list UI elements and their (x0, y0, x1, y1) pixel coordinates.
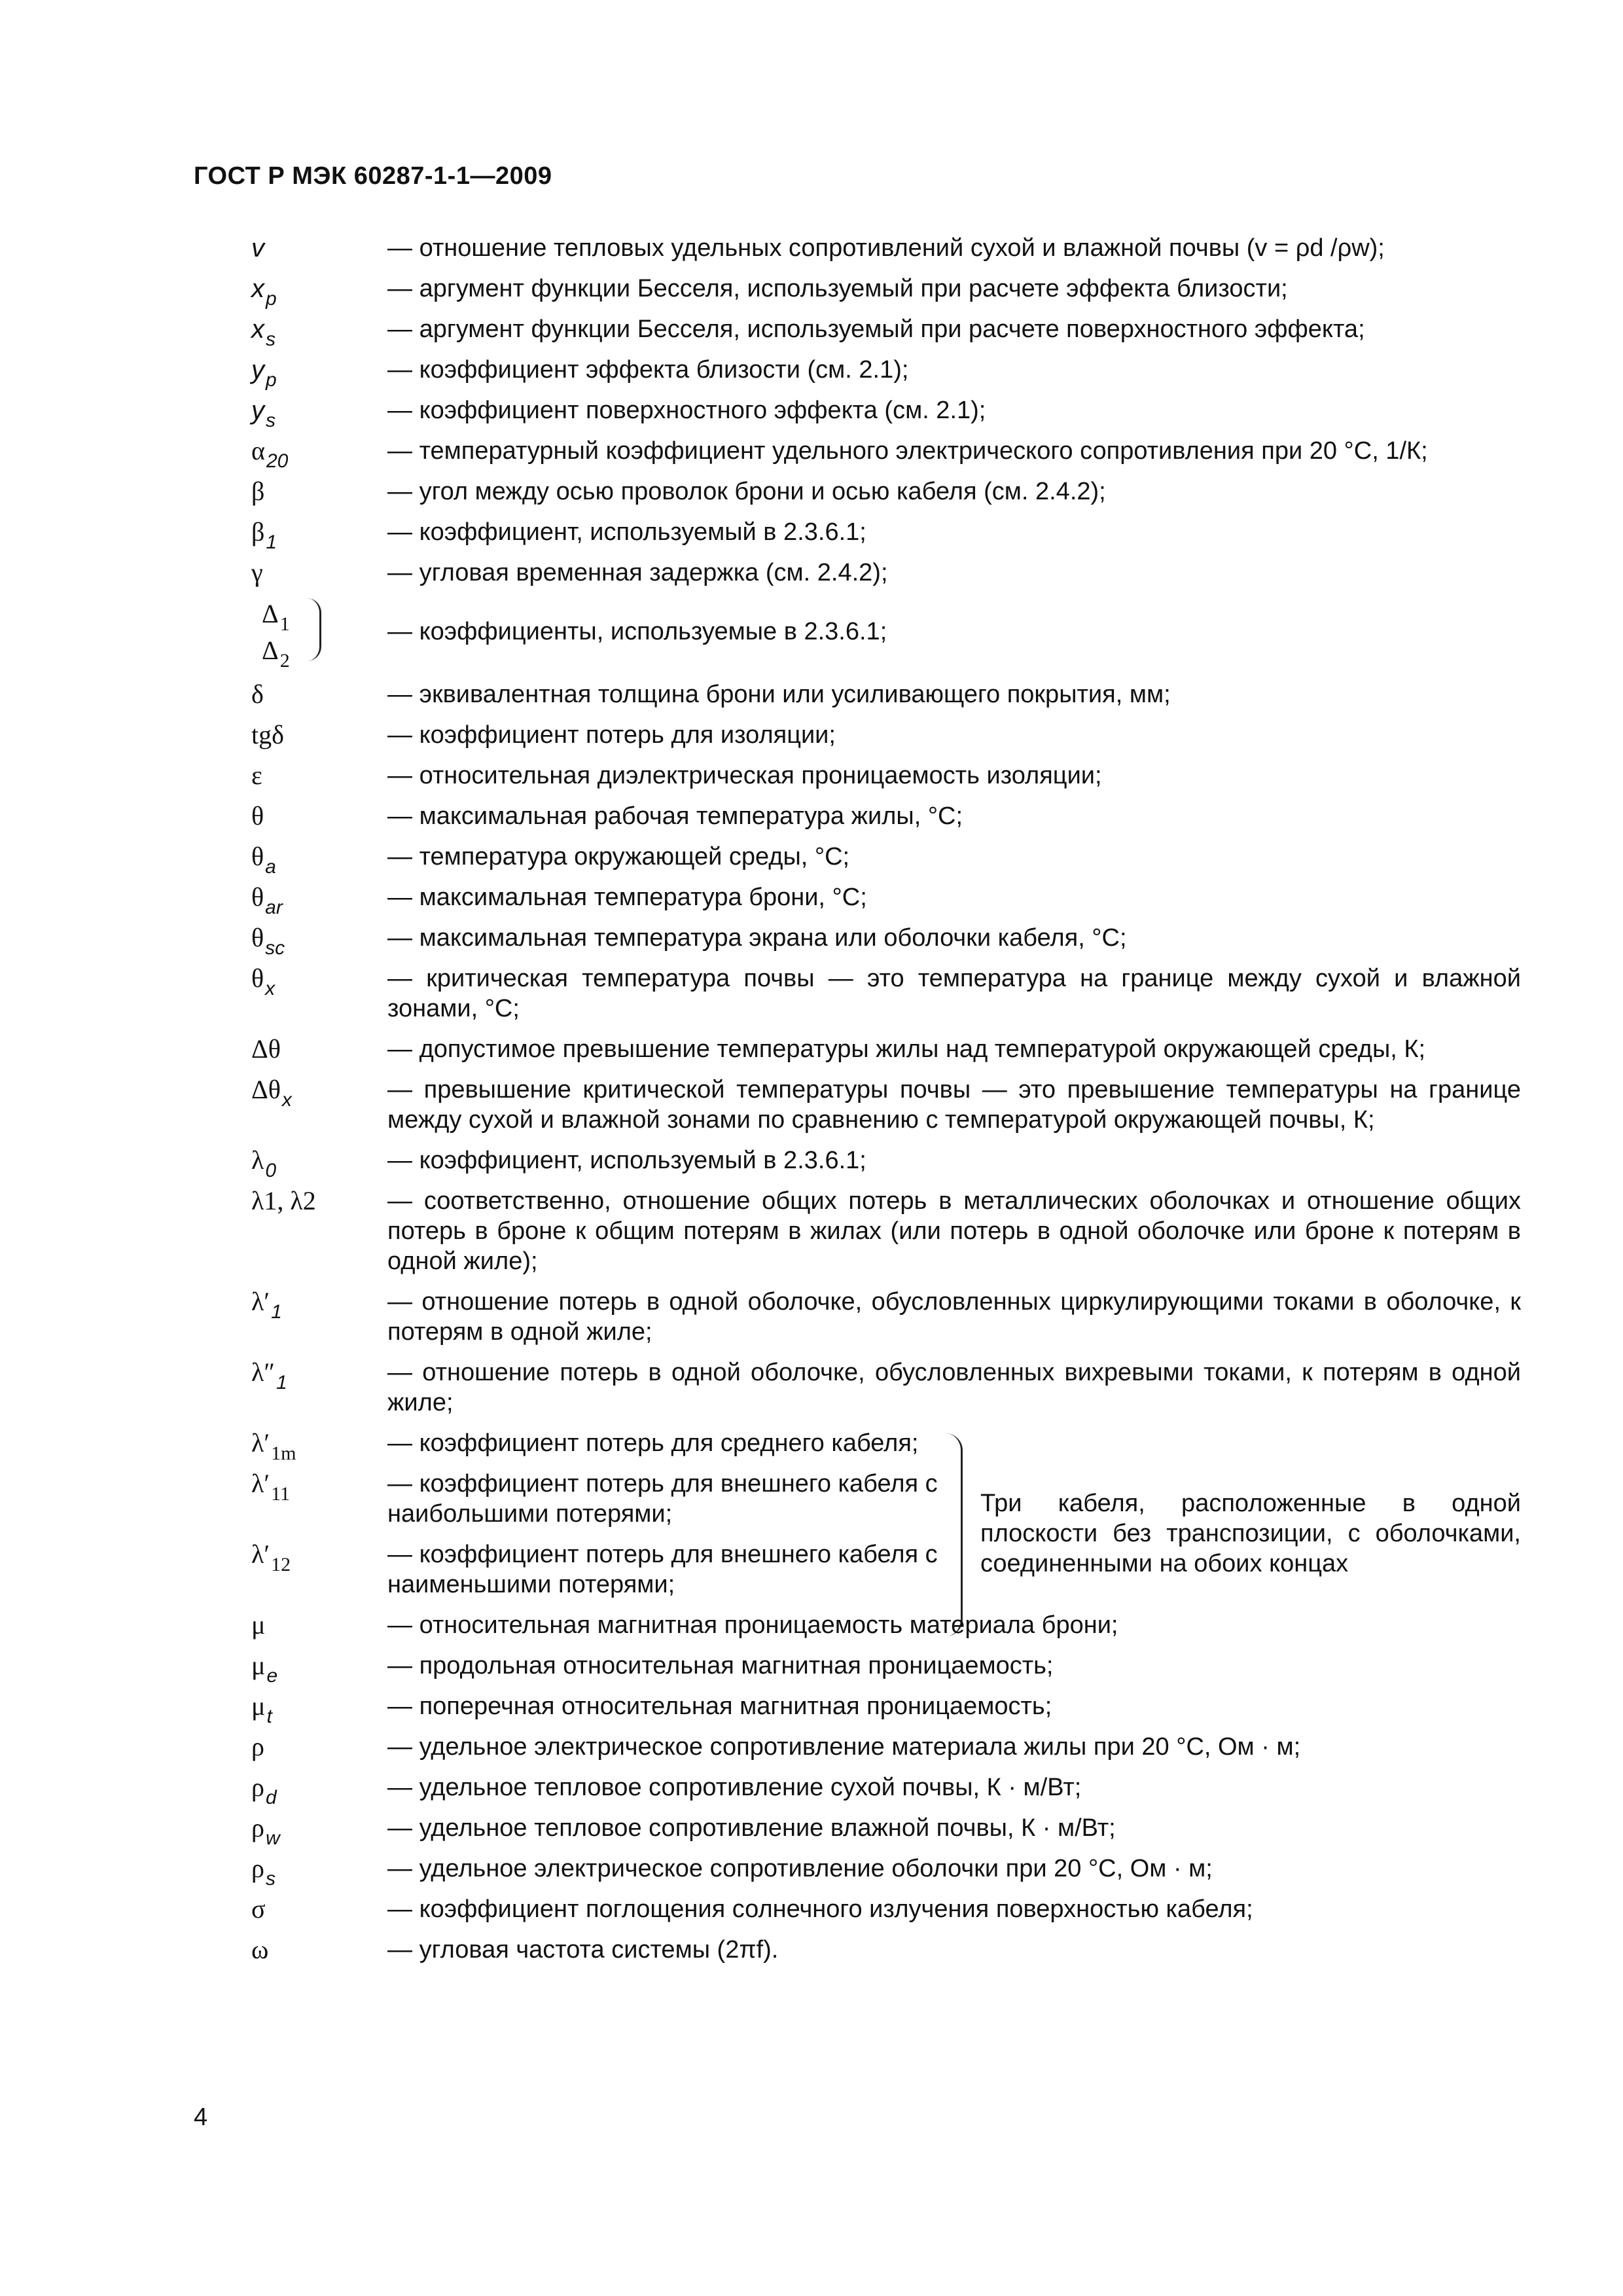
symbol-delta-2: $\Delta_2$ (262, 636, 290, 672)
definition-symbol: $\theta_a$ (251, 842, 276, 878)
page-number: 4 (194, 2104, 208, 2131)
definition-delta-pair (251, 598, 1521, 672)
right-brace-icon (942, 1433, 963, 1636)
definition-text: — максимальная температура брони, °С; (387, 882, 1521, 912)
definition-symbol: $\beta_1$ (251, 517, 277, 553)
definition-row (251, 679, 1521, 709)
definition-row (251, 476, 1521, 507)
definition-symbol: μ (251, 1610, 266, 1640)
definition-symbol: θ (251, 801, 264, 831)
definition-symbol: $\theta_{ar}$ (251, 882, 283, 918)
group-note: Три кабеля, расположенные в одной плоскости без транспозиции, с оболочками, соединенными на обоих концах (980, 1490, 1521, 1577)
definition-symbol: ω (251, 1935, 269, 1964)
three-cable-group (251, 1428, 1521, 1600)
definition-text: — относительная диэлектрическая проницаемость изоляции; (387, 761, 1521, 791)
definition-row (251, 1610, 1521, 1640)
definition-row (251, 314, 1521, 350)
definition-row (251, 1287, 1521, 1347)
definition-row (251, 1357, 1521, 1418)
definition-symbol: $\lambda'_1$ (251, 1287, 282, 1323)
definition-text: — отношение потерь в одной оболочке, обусловленных циркулирующими токами в оболочке, к потерям в одной жиле; (387, 1287, 1521, 1347)
definition-symbol: $y_s$ (251, 396, 276, 431)
definition-text: — коэффициент, используемый в 2.3.6.1; (387, 1145, 1521, 1175)
definition-row (251, 1894, 1521, 1924)
definition-row (251, 882, 1521, 918)
definition-symbol: $x_p$ (251, 274, 277, 310)
definition-row (251, 558, 1521, 588)
definition-row (251, 517, 1521, 553)
definition-text: — относительная магнитная проницаемость материала брони; (387, 1610, 1521, 1640)
definition-symbol: β (251, 476, 265, 506)
definition-text: — температурный коэффициент удельного электрического сопротивления при 20 °С, 1/К; (387, 436, 1521, 466)
definition-row (251, 1732, 1521, 1762)
definition-row (251, 395, 1521, 431)
group-definition-row (251, 1469, 1016, 1529)
definition-text: — эквивалентная толщина брони или усиливающего покрытия, мм; (387, 679, 1521, 709)
definition-text: — коэффициент потерь для внешнего кабеля с наименьшими потерями; (387, 1539, 1016, 1600)
definition-symbol: v (251, 234, 264, 262)
definition-row (251, 233, 1521, 263)
definition-row (251, 1691, 1521, 1727)
definition-row (251, 274, 1521, 310)
definition-symbol: $\rho_w$ (251, 1813, 280, 1849)
definition-text: — коэффициент поглощения солнечного излучения поверхностью кабеля; (387, 1894, 1521, 1924)
definition-text: — критическая температура почвы — это температура на границе между сухой и влажной зонами, °С; (387, 963, 1521, 1024)
definition-symbol: tgδ (251, 720, 284, 749)
definition-symbol: ε (251, 761, 262, 790)
definition-symbol: $\theta_x$ (251, 963, 276, 999)
definition-symbol: $\lambda'_{1m}$ (251, 1428, 296, 1464)
definition-row (251, 436, 1521, 472)
definition-row (251, 1145, 1521, 1181)
symbol-delta-1: $\Delta_1$ (262, 599, 290, 635)
definitions-section-after (251, 1610, 1521, 1965)
definition-text: — превышение критической температуры почвы — это превышение температуры на границе между сухой и влажной зонами по сравнению с температурой окружающей почвы, К; (387, 1075, 1521, 1135)
definition-text: — температура окружающей среды, °С; (387, 842, 1521, 872)
definition-row (251, 801, 1521, 831)
definition-symbol: $\theta_{sc}$ (251, 923, 285, 959)
definition-text: — удельное электрическое сопротивление материала жилы при 20 °С, Ом · м; (387, 1732, 1521, 1762)
definition-text: — коэффициент потерь для изоляции; (387, 720, 1521, 750)
definition-symbol: $\Delta\theta_x$ (251, 1075, 292, 1111)
definition-symbol: $\mu_e$ (251, 1651, 278, 1687)
definition-text: — отношение тепловых удельных сопротивлений сухой и влажной почвы (v = ρd /ρw); (387, 233, 1521, 263)
group-definition-row (251, 1539, 1016, 1600)
definition-text: — допустимое превышение температуры жилы над температурой окружающей среды, К; (387, 1034, 1521, 1064)
definition-text: — аргумент функции Бесселя, используемый при расчете эффекта близости; (387, 274, 1521, 304)
definition-symbol: λ1, λ2 (251, 1186, 316, 1215)
right-brace-icon (305, 598, 321, 661)
definition-symbol: ρ (251, 1732, 264, 1761)
definition-symbol: $\alpha_{20}$ (251, 436, 289, 472)
definition-row (251, 842, 1521, 878)
definition-text: — соответственно, отношение общих потерь в металлических оболочках и отношение общих потерь в броне к общим потерям в жилах (или потерь в одной оболочке или броне к потерям в одной жиле); (387, 1186, 1521, 1276)
definition-text: — удельное тепловое сопротивление сухой почвы, К · м/Вт; (387, 1772, 1521, 1803)
definition-text: — удельное тепловое сопротивление влажной почвы, К · м/Вт; (387, 1813, 1521, 1843)
definition-symbol: Δθ (251, 1034, 281, 1064)
definition-text: — коэффициент потерь для среднего кабеля; (387, 1428, 1016, 1458)
definition-text: — продольная относительная магнитная проницаемость; (387, 1651, 1521, 1681)
definition-symbol: $x_s$ (251, 315, 276, 350)
definition-symbol: $\lambda'_{12}$ (251, 1539, 291, 1575)
group-definition-row (251, 1428, 1016, 1464)
definition-symbol: $y_p$ (251, 355, 277, 391)
document-header: ГОСТ Р МЭК 60287-1-1—2009 (194, 162, 552, 190)
definition-symbol: $\rho_d$ (251, 1772, 277, 1808)
definition-row (251, 1813, 1521, 1849)
definition-row (251, 1075, 1521, 1135)
definition-row (251, 1772, 1521, 1808)
definition-text: — угловая временная задержка (см. 2.4.2); (387, 558, 1521, 588)
definition-row (251, 1854, 1521, 1890)
definition-text: — угол между осью проволок брони и осью кабеля (см. 2.4.2); (387, 476, 1521, 507)
definition-symbol: $\lambda'_{11}$ (251, 1469, 291, 1505)
definition-row (251, 1651, 1521, 1687)
definition-symbol: γ (251, 558, 263, 587)
definition-text: — коэффициент поверхностного эффекта (см. 2.1); (387, 395, 1521, 425)
definition-text: — коэффициенты, используемые в 2.3.6.1; (387, 617, 887, 647)
definition-text: — коэффициент, используемый в 2.3.6.1; (387, 517, 1521, 547)
definition-symbol: $\lambda''_1$ (251, 1357, 287, 1393)
definition-text: — удельное электрическое сопротивление оболочки при 20 °С, Ом · м; (387, 1854, 1521, 1884)
definition-text: — поперечная относительная магнитная проницаемость; (387, 1691, 1521, 1721)
definition-row (251, 1935, 1521, 1965)
definition-symbol: $\mu_t$ (251, 1691, 272, 1727)
definition-symbol: δ (251, 679, 264, 709)
definition-symbol: σ (251, 1894, 266, 1924)
definition-symbol: $\lambda_0$ (251, 1145, 277, 1181)
definition-text: — коэффициент эффекта близости (см. 2.1); (387, 355, 1521, 385)
definition-text: — аргумент функции Бесселя, используемый при расчете поверхностного эффекта; (387, 314, 1521, 344)
definition-text: — коэффициент потерь для внешнего кабеля с наибольшими потерями; (387, 1469, 1016, 1529)
definition-text: — отношение потерь в одной оболочке, обусловленных вихревыми токами, к потерям в одной жиле; (387, 1357, 1521, 1418)
definition-text: — максимальная рабочая температура жилы, °С; (387, 801, 1521, 831)
definition-row (251, 761, 1521, 791)
definition-row (251, 963, 1521, 1024)
definition-row (251, 1034, 1521, 1064)
definitions-section-before (251, 233, 1521, 588)
definition-text: — угловая частота системы (2πf). (387, 1935, 1521, 1965)
definitions-list (251, 233, 1521, 1975)
definition-row (251, 720, 1521, 750)
definitions-section-middle (251, 679, 1521, 1418)
definition-row (251, 1186, 1521, 1276)
definition-text: — максимальная температура экрана или оболочки кабеля, °С; (387, 923, 1521, 953)
definition-symbol: $\rho_s$ (251, 1854, 276, 1890)
definition-row (251, 923, 1521, 959)
definition-row (251, 355, 1521, 391)
